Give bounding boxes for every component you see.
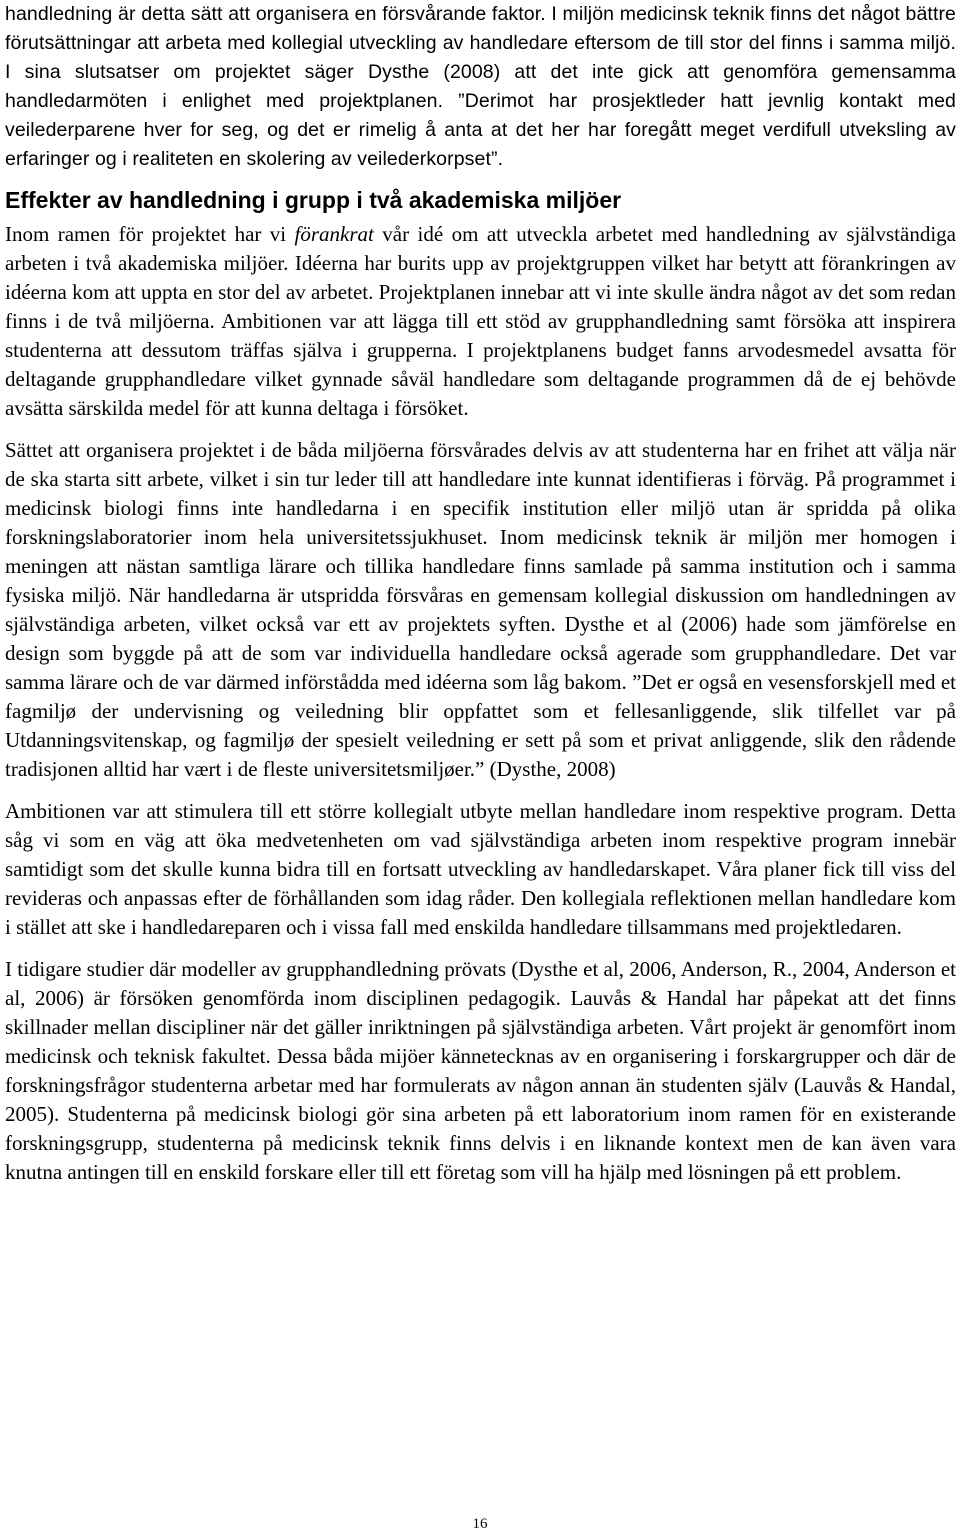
intro-quote: ”Derimot har prosjektleder hatt jevnlig kontakt med veilederparene hver for seg, og det er rimelig å anta at det her har foregått meget verdifull utveksling av erfaringer og i realiteten en skolering av veilederkorpset”.	[5, 90, 956, 170]
paragraph-1-italic-word: förankrat	[294, 222, 374, 246]
body-paragraph-2: Sättet att organisera projektet i de båda miljöerna försvårades delvis av att studenterna har en frihet att välja när de ska starta sitt arbete, vilket i sin tur leder till att handledare inte kunnat identifieras i förväg. På programmet i medicinsk biologi finns inte handledarna i en specifik institution eller miljö utan är spridda på olika forskningslaboratorier inom hela universitetssjukhuset. Inom medicinsk teknik är miljön mer homogen i meningen att nästan samtliga lärare och tillika handledare finns samlade på samma institution och i samma fysiska miljö. När handledarna är utspridda försvåras en gemensam kollegial diskussion om handledningen av självständiga arbeten, vilket också var ett av projektets syften. Dysthe et al (2006) hade som jämförelse en design som byggde på att de som var individuella handledare också agerade som grupphandledare. Det var samma lärare och de var därmed införstådda med idéerna som låg bakom. ”Det er også en vesensforskjell med et fagmiljø der undervisning og veiledning blir oppfattet som et fellesanliggende, slik tilfellet var på Utdanningsvitenskap, og fagmiljø der spesielt veiledning er sett på som et privat anliggende, slik den rådende tradisjonen alltid har vært i de fleste universitetsmiljøer.” (Dysthe, 2008)	[5, 438, 956, 781]
body-paragraph-3: Ambitionen var att stimulera till ett större kollegialt utbyte mellan handledare inom respektive program. Detta såg vi som en väg att öka medvetenheten om vad självständiga arbeten inom respektive program innebär samtidigt som det skulle kunna bidra till en fortsatt utveckling av handledarskapet. Våra planer fick till viss del revideras och anpassas efter de förhållanden som idag råder. Den kollegiala reflektionen mellan handledare kom i stället att ske i handledareparen och i vissa fall med enskilda handledare tillsammans med projektledaren.	[5, 799, 956, 939]
section-heading: Effekter av handledning i grupp i två akademiska miljöer	[5, 187, 622, 213]
paragraph-1-rest: vår idé om att utveckla arbetet med handledning av självständiga arbeten i två akademiska miljöer. Idéerna har burits upp av projektgruppen vilket har betytt att förankringen av idéerna kom att uppta en stor del av arbetet. Projektplanen innebar att vi inte skulle ändra något av det som redan finns i de två miljöerna. Ambitionen var att lägga till ett stöd av grupphandledning samt försöka att inspirera studenterna att dessutom träffas själva i grupperna. I projektplanens budget fanns arvodesmedel avsatta för deltagande grupphandledare vilket gynnade såväl handledare som deltagande programmen då de ej behövde avsätta särskilda medel för att kunna deltaga i försöket.	[5, 222, 956, 420]
body-paragraph-1	[5, 220, 956, 423]
paragraph-1-lead: Inom ramen för projektet har vi	[5, 222, 295, 246]
page-number: 16	[472, 1516, 488, 1532]
body-paragraph-4: I tidigare studier där modeller av grupphandledning prövats (Dysthe et al, 2006, Anderson, R., 2004, Anderson et al, 2006) är försöken genomförda inom disciplinen pedagogik. Lauvås & Handal har påpekat att det finns skillnader mellan discipliner när det gäller inriktningen på självständiga arbeten. Vårt projekt är genomfört inom medicinsk och teknisk fakultet. Dessa båda mijöer kännetecknas av en organisering i forskargrupper och där de forskningsfrågor studenterna arbetar med har formulerats av någon annan än studenten själv (Lauvås & Handal, 2005). Studenterna på medicinsk biologi gör sina arbeten på ett laboratorium inom ramen för en existerande forskningsgrupp, studenterna på medicinsk teknik finns delvis i en liknande kontext men de kan även vara knutna antingen till en enskild forskare eller till ett företag som vill ha hjälp med lösningen på ett problem.	[5, 957, 956, 1184]
document-page	[5, 0, 956, 1187]
intro-text-a: handledning är detta sätt att organisera en försvårande faktor. I miljön medicinsk teknik finns det något bättre förutsättningar att arbeta med kollegial utveckling av handledare eftersom de till stor del finns i samma miljö.	[5, 3, 956, 54]
intro-text-b: I sina slutsatser om projektet säger Dysthe (2008) att det inte gick att genomföra gemensamma handledarmöten i enlighet med projektplanen.	[5, 61, 956, 112]
intro-paragraph	[5, 0, 956, 174]
